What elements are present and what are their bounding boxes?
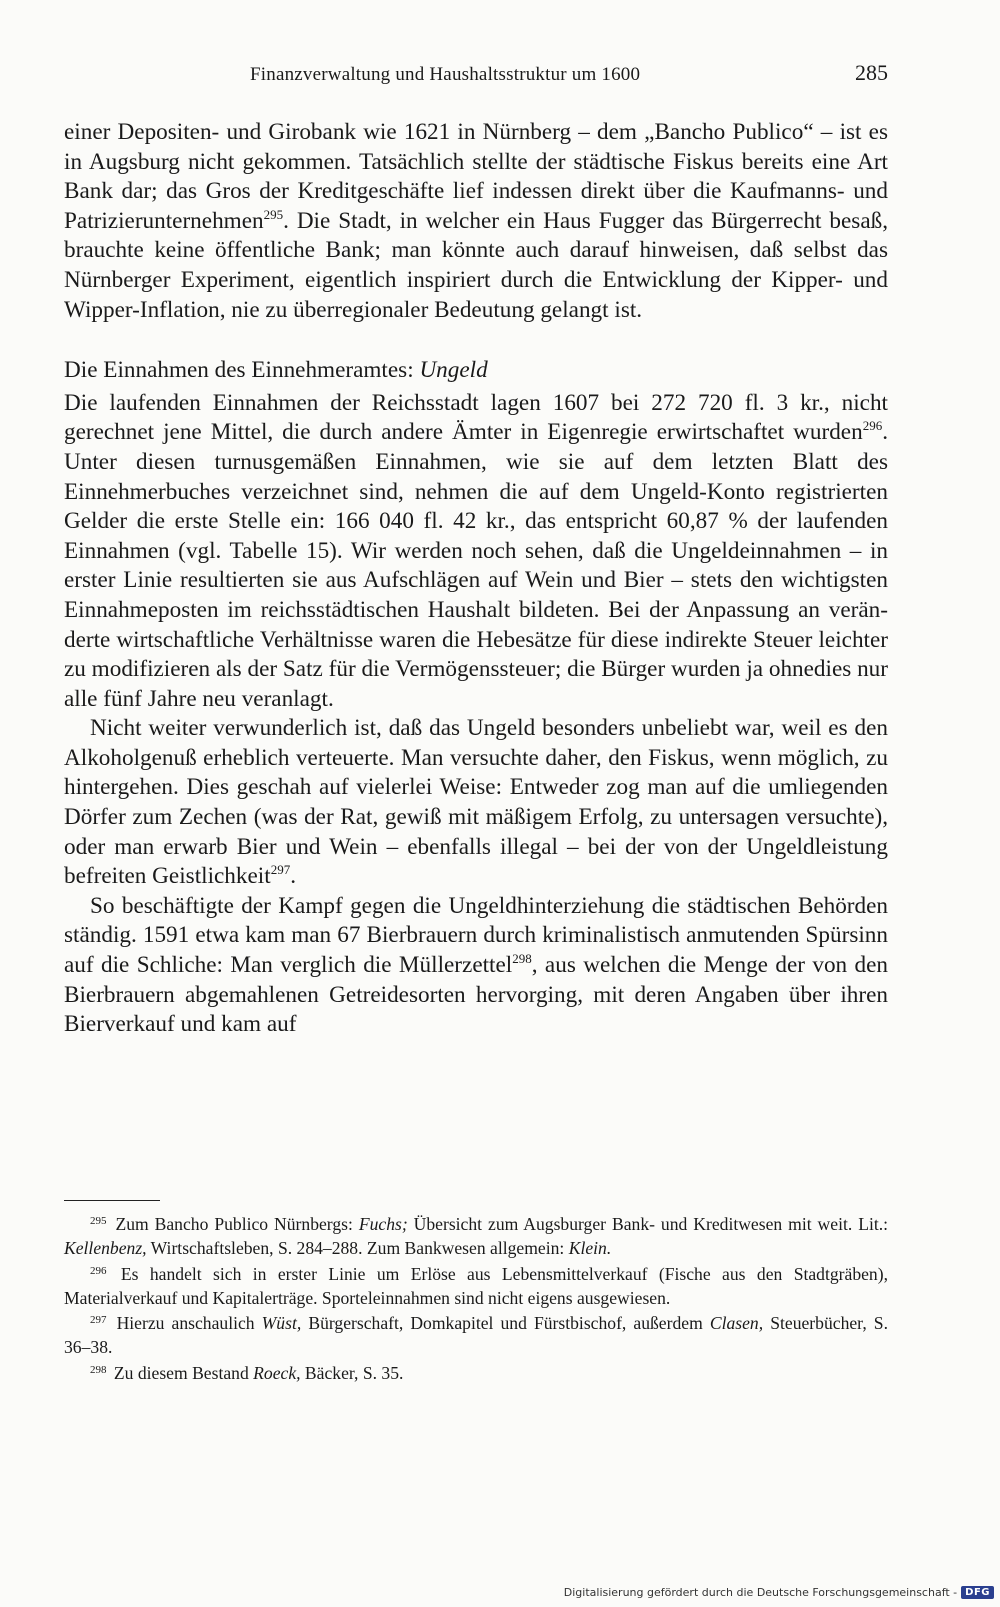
text-run: . Die Stadt, in welcher ein Haus Fugger das Bürgerrecht besaß, brauchte keine öffentliche Bank; man könnte auch darauf hinweisen, daß selbst das Nürnberger Experiment, eigentlich inspiriert durch die Entwicklung der Kipper- und Wipper-Inflation, nie zu überregionaler Bedeutung gelangt ist.: [64, 207, 888, 323]
footnote-author: Wüst,: [261, 1313, 302, 1334]
text-run: Nicht weiter verwunderlich ist, daß das Ungeld besonders unbeliebt war, weil es den Alkoholgenuß erheblich verteuerte. Man versuchte daher, den Fiskus, wenn möglich, zu hintergehen. Dies geschah auf vielerlei Weise: Entweder zog man auf die umliegenden Dörfer zum Zechen (was der Rat, gewiß mit mäßigem Erfolg, zu untersagen versuchte), oder man erwarb Bier und Wein – ebenfalls illegal – bei der von der Ungeldleistung befreiten Geistlichkeit: [64, 715, 888, 890]
footnote-number: 297: [90, 1314, 107, 1327]
footnote-297: [64, 1311, 888, 1360]
footnote-ref-296: 296: [862, 418, 883, 434]
digitization-notice: [564, 1583, 994, 1601]
footnote-author: Clasen,: [709, 1313, 764, 1334]
footnote-divider: [64, 1200, 160, 1201]
footnote-number: 298: [90, 1363, 107, 1376]
footnote-text: Steuerbücher, S. 36–38.: [64, 1313, 888, 1358]
text-run: einer Depositen- und Girobank wie 1621 in Nürnberg – dem „Bancho Publico“ – ist es in Augsburg nicht gekommen. Tatsächlich stellte der städtische Fiskus bereits eine Art Bank dar; das Gros der Kreditgeschäfte lief indessen direkt über die Kaufmanns- und Patrizierunternehmen: [64, 119, 888, 234]
main-text: [64, 118, 888, 1040]
footnote-author: Klein.: [568, 1238, 612, 1259]
footnote-text: Bürgerschaft, Domkapitel und Fürstbischof, außerdem: [301, 1313, 710, 1334]
paragraph-2: [64, 389, 888, 715]
footnote-text: Bäcker, S. 35.: [300, 1362, 404, 1383]
heading-prefix: Die Einnahmen des Einnehmeramtes:: [64, 357, 420, 384]
footnote-296: [64, 1262, 888, 1311]
footnote-298: [64, 1361, 888, 1385]
dfg-logo: DFG: [961, 1586, 994, 1599]
footnote-number: 295: [90, 1215, 107, 1227]
page-number: 285: [855, 60, 888, 85]
footnote-text: Zum Bancho Publico Nürnbergs:: [109, 1214, 359, 1234]
digitization-notice-text: Digitalisierung gefördert durch die Deutsche Forschungsgemeinschaft -: [563, 1585, 958, 1599]
text-run: .: [290, 863, 296, 890]
footnote-text: Es handelt sich in erster Linie um Erlöse aus Lebensmittelverkauf (Fische aus den Stadtgräben), Materialverkauf und Kapitalerträge. Sporteleinnahmen sind nicht eigens ausgewiesen.: [64, 1263, 888, 1308]
footnote-text: Hierzu anschaulich: [109, 1313, 262, 1334]
footnotes: [64, 1212, 888, 1386]
footnote-ref-298: 298: [512, 951, 532, 967]
heading-italic: Ungeld: [419, 357, 488, 384]
text-run: , aus welchen die Menge der von den Bierbrauern abgemahlenen Getreidesorten hervorging, mit deren Angaben über ihren Bierverkauf und kam auf: [64, 952, 888, 1038]
paragraph-4: [64, 892, 888, 1040]
footnote-ref-295: 295: [263, 206, 284, 222]
paragraph-1: [64, 118, 888, 325]
running-header: [64, 58, 888, 92]
footnote-295: [64, 1212, 888, 1261]
footnote-author: Fuchs;: [358, 1214, 408, 1234]
paragraph-3: [64, 714, 888, 892]
section-heading: [64, 356, 888, 386]
running-title: Finanzverwaltung und Haushaltsstruktur um 1600: [250, 64, 641, 85]
footnote-author: Roeck,: [253, 1362, 301, 1383]
text-run: So beschäftigte der Kampf gegen die Ungeldhinterziehung die städtischen Behörden ständig. 1591 etwa kam man 67 Bierbrauern durch kriminalistisch anmutenden Spürsinn auf die Schliche: Man verglich die Müllerzettel: [64, 892, 888, 979]
footnote-ref-297: 297: [270, 862, 291, 878]
text-run: . Unter diesen turnusgemäßen Einnahmen, wie sie auf dem letzten Blatt des Einnehmerbuches verzeichnet sind, nehmen die auf dem Ungeld-Konto registrierten Gelder die erste Stelle ein: 166 040 fl. 42 kr., das entspricht 60,87 % der laufenden Einnahmen (vgl. Tabelle 15). Wir werden noch sehen, daß die Ungeldeinnahmen – in erster Linie resultierten sie aus Aufschlägen auf Wein und Bier – stets den wichtigsten Einnahmeposten im reichsstädtischen Haushalt bildeten. Bei der Anpassung an veränderte wirtschaftliche Verhältnisse waren die Hebesätze für diese indirekte Steuer leichter zu modifizieren als der Satz für die Vermögenssteuer; die Bürger wurden ja ohnedies nur alle fünf Jahre neu veranlagt.: [64, 419, 888, 712]
footnote-number: 296: [90, 1264, 107, 1277]
footnote-text: Wirtschaftsleben, S. 284–288. Zum Bankwesen allgemein:: [146, 1238, 569, 1259]
footnote-text: Übersicht zum Augsburger Bank- und Kreditwesen mit weit. Lit.:: [407, 1214, 889, 1234]
footnote-text: Zu diesem Bestand: [109, 1362, 254, 1383]
footnote-author: Kellenbenz,: [64, 1238, 147, 1259]
text-run: Die laufenden Einnahmen der Reichsstadt lagen 1607 bei 272 720 fl. 3 kr., nicht gerechnet jene Mittel, die durch andere Ämter in Eigenregie erwirtschaftet wurden: [64, 389, 888, 446]
